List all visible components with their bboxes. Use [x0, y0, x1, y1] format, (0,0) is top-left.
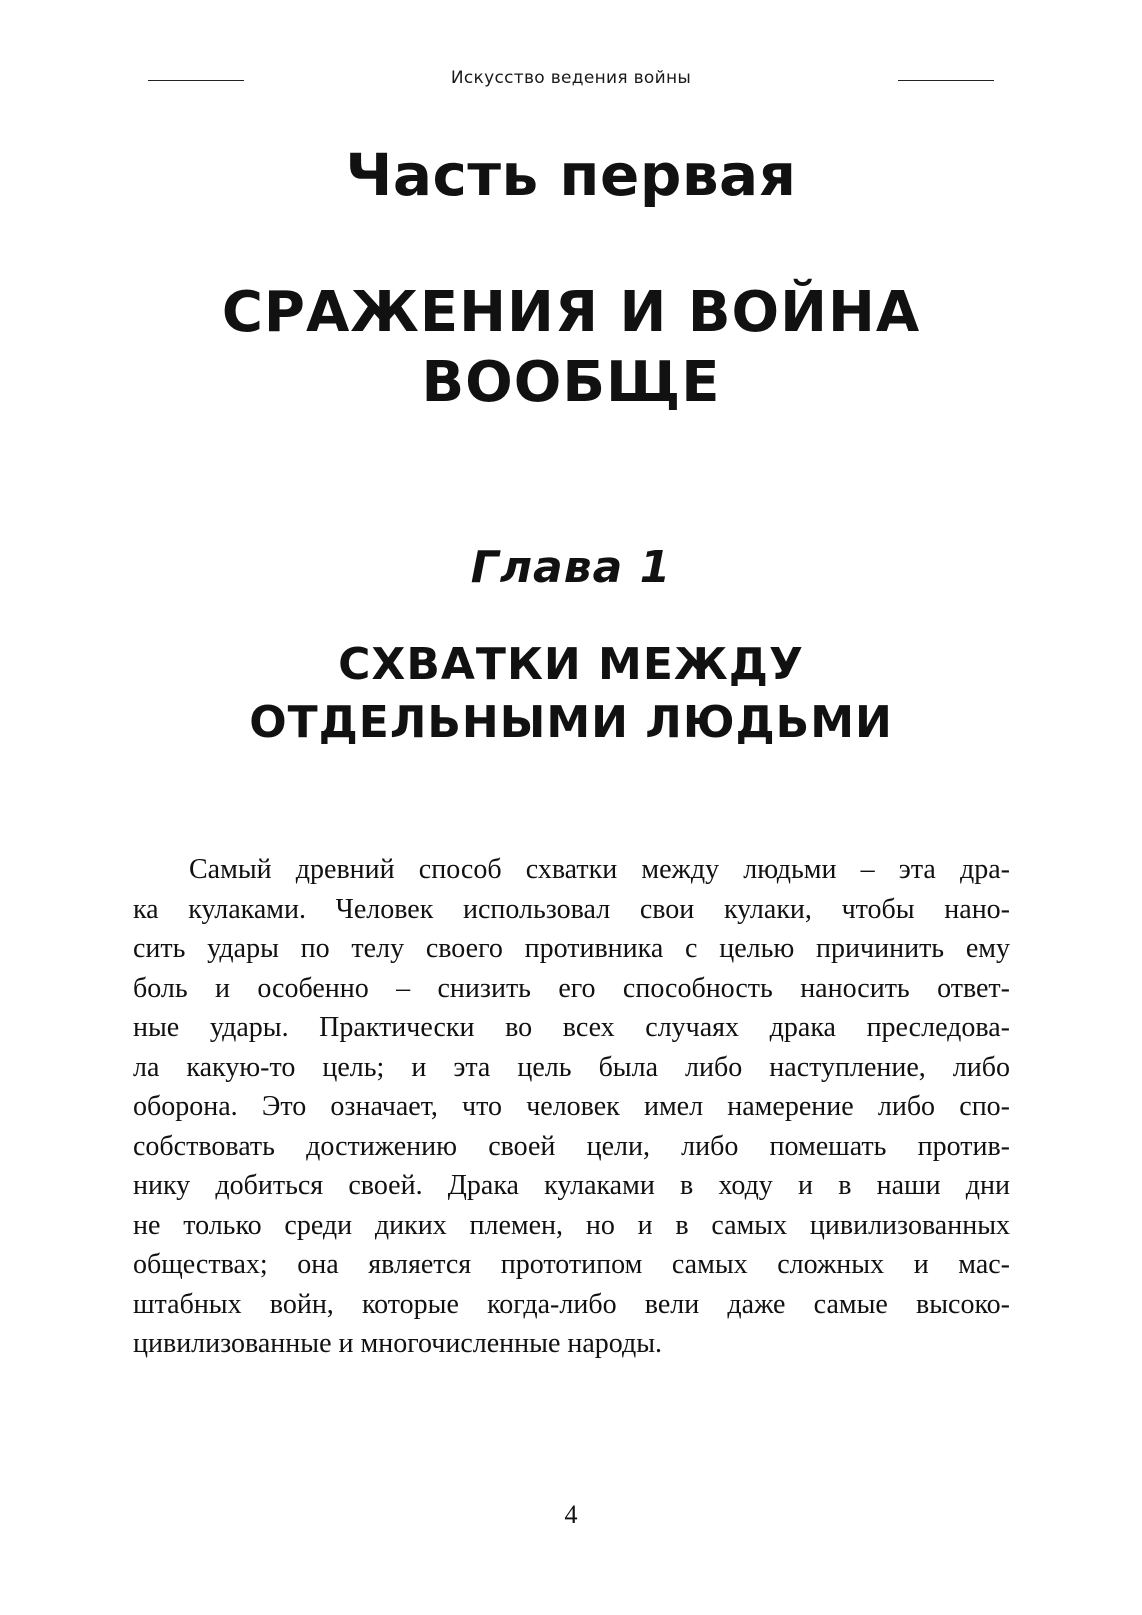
page-number: 4: [564, 1500, 578, 1529]
body-paragraph: [133, 850, 1010, 1364]
body-line: ла какую-то цель; и эта цель была либо наступление, либо: [133, 1051, 1010, 1083]
body-line: сить удары по телу своего противника с целью причинить ему: [133, 933, 1010, 964]
body-line: Самый древний способ схватки между людьми – эта дра-: [189, 854, 1010, 885]
part-label: Часть первая: [345, 141, 797, 209]
part-title: [0, 278, 1142, 418]
header-rule-right: [898, 80, 994, 81]
chapter-title: [0, 636, 1142, 752]
part-title-line-1: СРАЖЕНИЯ И ВОЙНА: [221, 280, 921, 345]
chapter-label: Глава 1: [470, 542, 672, 593]
body-line: ка кулаками. Человек использовал свои кулаки, чтобы нано-: [133, 893, 1010, 925]
running-header: [148, 66, 994, 96]
body-line: боль и особенно – снизить его способность наносить ответ-: [133, 972, 1010, 1004]
chapter-title-line-1: СХВАТКИ МЕЖДУ: [338, 639, 804, 690]
body-line: штабных войн, которые когда-либо вели даже самые высоко-: [133, 1288, 1010, 1320]
body-line: обществах; она является прототипом самых сложных и мас-: [133, 1249, 1010, 1280]
body-line: оборона. Это означает, что человек имел намерение либо спо-: [133, 1091, 1010, 1122]
chapter-title-line-2: ОТДЕЛЬНЫМИ ЛЮДЬМИ: [249, 697, 893, 748]
body-line: ные удары. Практически во всех случаях драка преследова-: [133, 1012, 1010, 1043]
body-line: собствовать достижению своей цели, либо помешать против-: [133, 1130, 1010, 1162]
body-line: нику добиться своей. Драка кулаками в ходу и в наши дни: [133, 1170, 1010, 1201]
running-title: Искусство ведения войны: [450, 68, 692, 88]
body-line: не только среди диких племен, но и в самых цивилизованных: [133, 1209, 1010, 1241]
body-line: цивилизованные и многочисленные народы.: [133, 1328, 663, 1359]
part-title-line-2: ВООБЩЕ: [421, 350, 721, 415]
